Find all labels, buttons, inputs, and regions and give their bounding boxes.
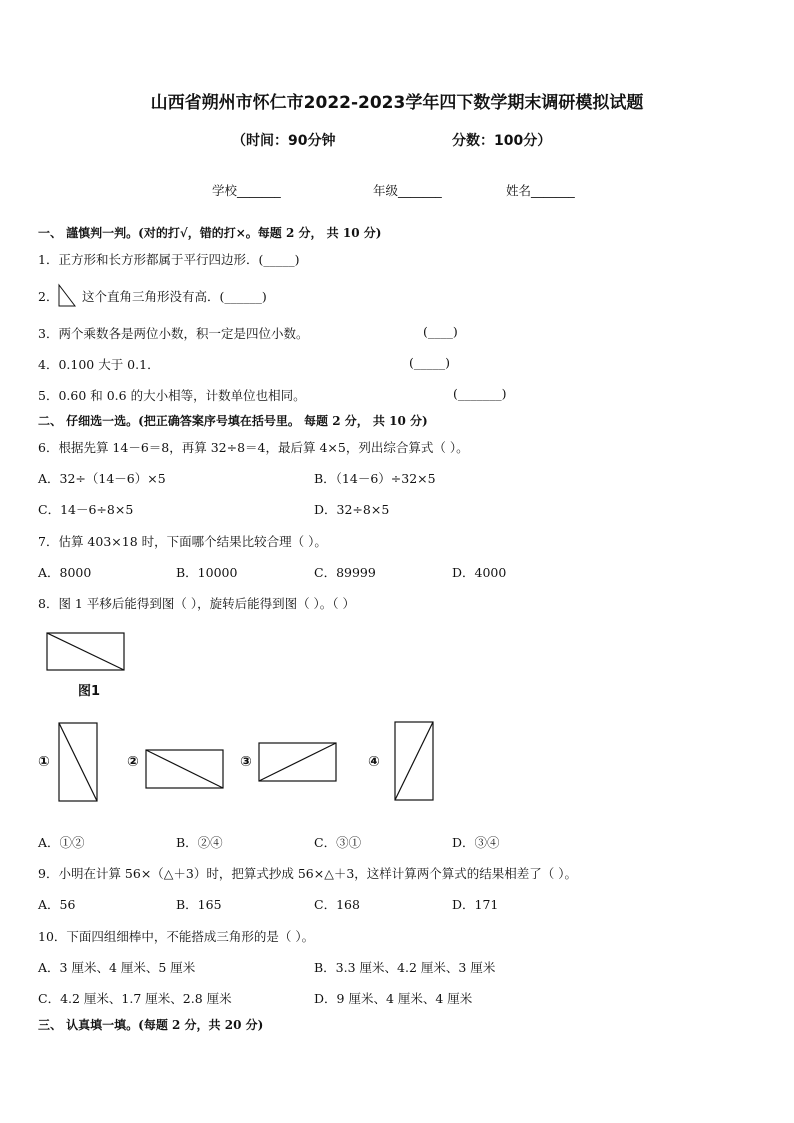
question-3: 3．两个乘数各是两位小数，积一定是四位小数。 <box>38 326 309 341</box>
section-1-heading: 一、 謹慎判一判。(对的打√，错的打×。每题 2 分， 共 10 分) <box>38 226 382 240</box>
question-9-option-c: C．168 <box>314 897 360 912</box>
question-7-option-a: A．8000 <box>38 565 92 580</box>
question-7-option-d: D．4000 <box>452 565 507 580</box>
question-7: 7．估算 403×18 时，下面哪个结果比较合理（ ）。 <box>38 534 327 549</box>
question-3-blank: (____) <box>423 324 458 339</box>
question-10-option-c: C．4.2 厘米、1.7 厘米、2.8 厘米 <box>38 991 232 1006</box>
question-8-option-c: C．③① <box>314 835 362 850</box>
question-8-option-a: A．①② <box>38 835 85 850</box>
figure-1-label: 图1 <box>78 684 101 699</box>
figure-option-4 <box>394 721 436 803</box>
question-9: 9．小明在计算 56×（△＋3）时，把算式抄成 56×△＋3，这样计算两个算式的结果相差了（ ）。 <box>38 866 578 881</box>
question-8: 8．图 1 平移后能得到图（ ），旋转后能得到图（ ）。（ ） <box>38 596 356 611</box>
question-6-option-b: B．（14－6）÷32×5 <box>314 471 436 486</box>
question-5: 5．0.60 和 0.6 的大小相等，计数单位也相同。 <box>38 388 306 403</box>
question-2-number: 2． <box>38 289 59 304</box>
figure-option-2 <box>145 749 225 791</box>
figure-1-rectangle <box>46 632 126 672</box>
question-4: 4．0.100 大于 0.1． <box>38 357 160 372</box>
right-triangle-figure <box>58 284 78 308</box>
question-1: 1．正方形和长方形都属于平行四边形．(_____) <box>38 252 300 267</box>
question-2-text: 这个直角三角形没有高．(______) <box>82 289 267 304</box>
figure-option-1 <box>58 722 100 804</box>
exam-time: （时间：90分钟 <box>232 133 336 149</box>
question-8-option-b: B．②④ <box>176 835 223 850</box>
question-10: 10．下面四组细棒中，不能搭成三角形的是（ ）。 <box>38 929 315 944</box>
figure-option-3 <box>258 742 338 784</box>
question-6-option-c: C．14－6÷8×5 <box>38 502 134 517</box>
question-10-option-b: B．3.3 厘米、4.2 厘米、3 厘米 <box>314 960 496 975</box>
question-9-option-b: B．165 <box>176 897 222 912</box>
question-10-option-a: A．3 厘米、4 厘米、5 厘米 <box>38 960 196 975</box>
section-3-heading: 三、 认真填一填。(每题 2 分，共 20 分) <box>38 1018 264 1032</box>
question-9-option-a: A．56 <box>38 897 76 912</box>
grade-field: 年级_______ <box>373 183 442 198</box>
question-6-option-d: D．32÷8×5 <box>314 502 390 517</box>
section-2-heading: 二、 仔细选一选。(把正确答案序号填在括号里。 每题 2 分， 共 10 分) <box>38 414 428 428</box>
figure-mark-3: ③ <box>240 754 252 770</box>
question-10-option-d: D．9 厘米、4 厘米、4 厘米 <box>314 991 473 1006</box>
figure-mark-4: ④ <box>368 754 380 770</box>
figure-mark-2: ② <box>127 754 139 770</box>
school-field: 学校_______ <box>212 183 281 198</box>
question-7-option-b: B．10000 <box>176 565 238 580</box>
figure-mark-1: ① <box>38 754 50 770</box>
question-8-option-d: D．③④ <box>452 835 500 850</box>
question-4-blank: (_____) <box>409 355 451 370</box>
page-title: 山西省朔州市怀仁市2022-2023学年四下数学期末调研模拟试题 <box>150 93 644 113</box>
question-9-option-d: D．171 <box>452 897 499 912</box>
exam-score: 分数：100分） <box>452 133 552 149</box>
name-field: 姓名_______ <box>506 183 575 198</box>
question-7-option-c: C．89999 <box>314 565 376 580</box>
question-6: 6．根据先算 14－6＝8，再算 32÷8＝4，最后算 4×5，列出综合算式（ ）。 <box>38 440 469 455</box>
question-5-blank: (_______) <box>453 386 507 401</box>
question-6-option-a: A．32÷（14－6）×5 <box>38 471 166 486</box>
